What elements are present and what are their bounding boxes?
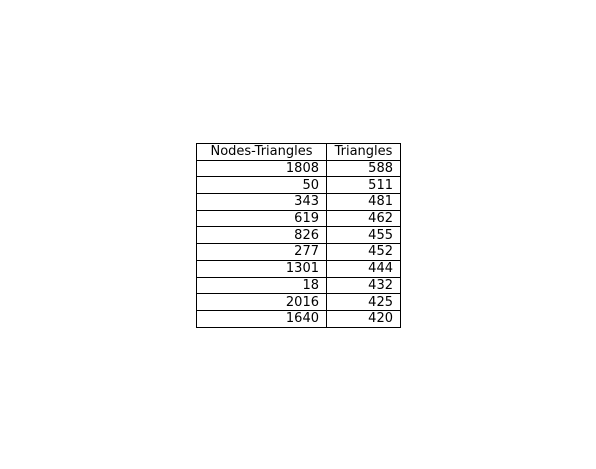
column-header: Triangles (327, 144, 401, 161)
table-cell: 1301 (197, 260, 327, 277)
table-row (197, 177, 401, 194)
table-cell: 826 (197, 227, 327, 244)
table-cell: 343 (197, 194, 327, 211)
table-cell: 1808 (197, 160, 327, 177)
table-row (197, 194, 401, 211)
table-cell: 511 (327, 177, 401, 194)
column-header: Nodes-Triangles (197, 144, 327, 161)
table-cell: 50 (197, 177, 327, 194)
table-row (197, 294, 401, 311)
table-cell: 425 (327, 294, 401, 311)
table-cell: 588 (327, 160, 401, 177)
table-row (197, 244, 401, 261)
table-cell: 481 (327, 194, 401, 211)
table-cell: 18 (197, 277, 327, 294)
table-header-row (197, 144, 401, 161)
table-cell: 1640 (197, 310, 327, 327)
table-cell: 2016 (197, 294, 327, 311)
table-cell: 452 (327, 244, 401, 261)
table-cell: 444 (327, 260, 401, 277)
table-row (197, 210, 401, 227)
table-cell: 619 (197, 210, 327, 227)
table-cell: 432 (327, 277, 401, 294)
table-cell: 277 (197, 244, 327, 261)
table-row (197, 310, 401, 327)
table-row (197, 277, 401, 294)
table-row (197, 227, 401, 244)
table-row (197, 260, 401, 277)
table-cell: 462 (327, 210, 401, 227)
table-row (197, 160, 401, 177)
table-cell: 420 (327, 310, 401, 327)
data-table (196, 143, 401, 328)
table-cell: 455 (327, 227, 401, 244)
table-body (197, 144, 401, 328)
